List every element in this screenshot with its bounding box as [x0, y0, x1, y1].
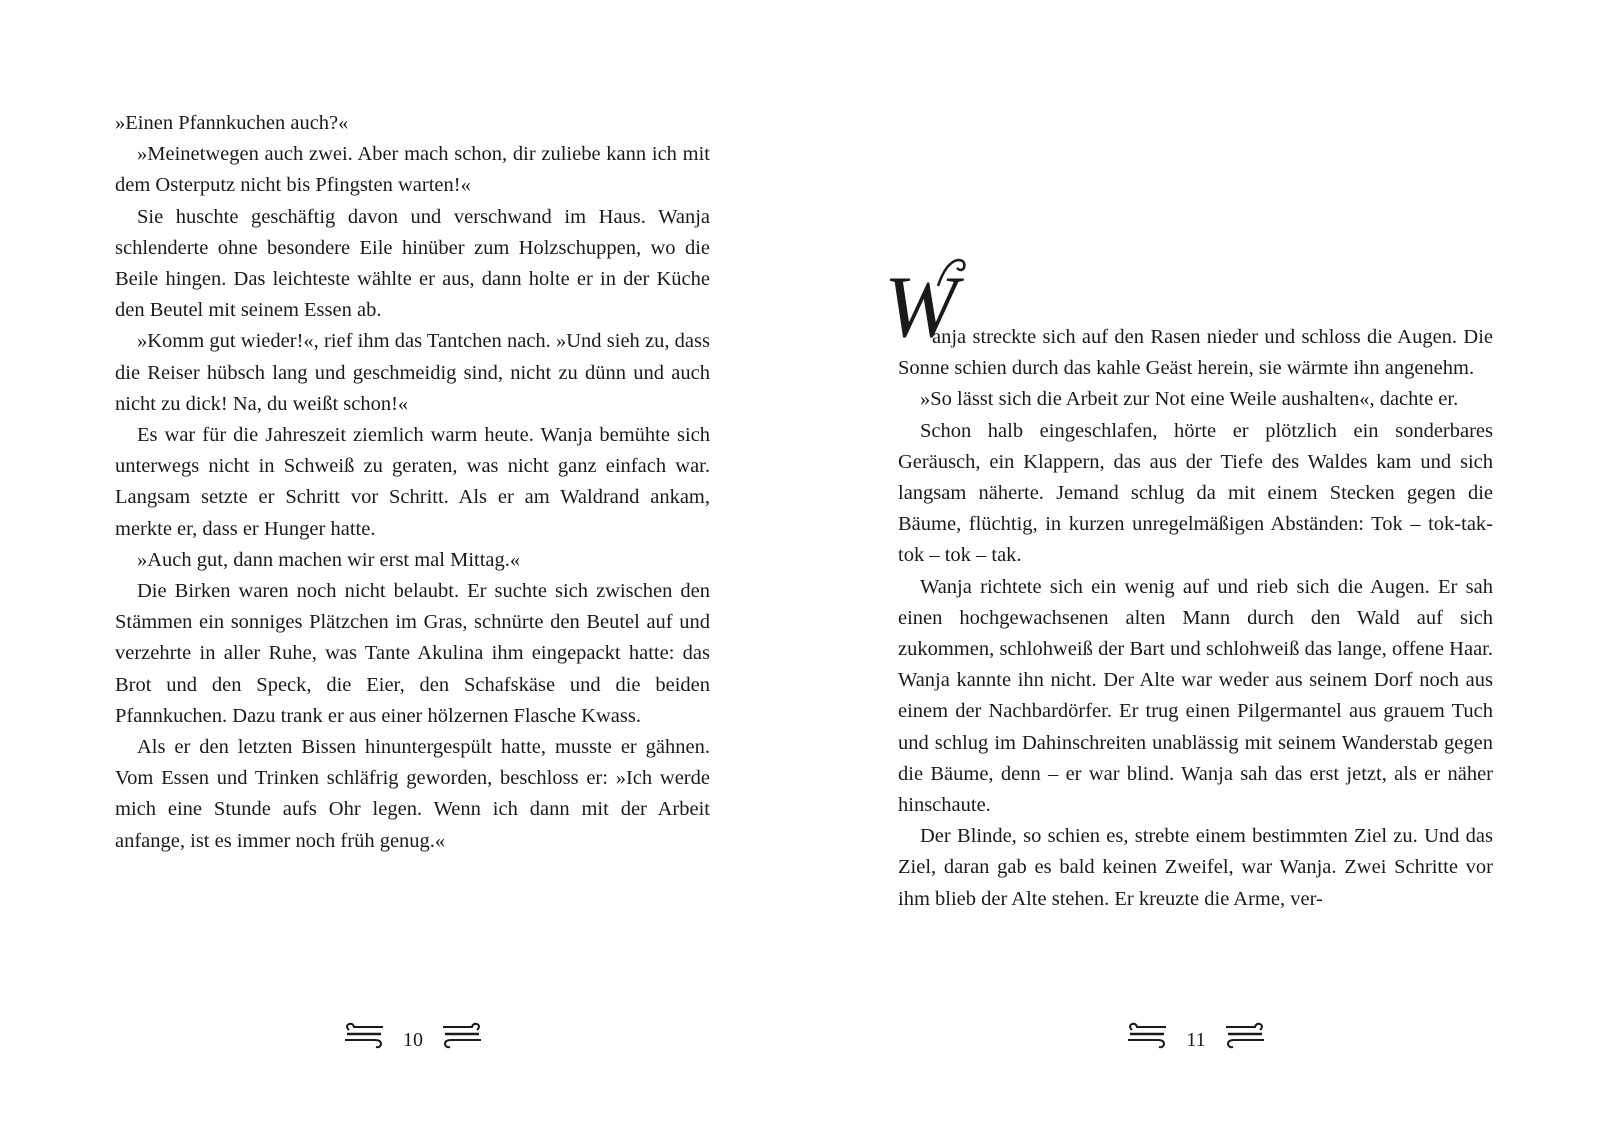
page-number-left — [343, 1020, 483, 1060]
paragraph: Es war für die Jahreszeit ziemlich warm heute. Wanja bemühte sich unterwegs nicht in Schweiß zu geraten, was nicht ganz einfach war. Langsam setzte er Schritt vor Schritt. Als er am Waldrand ankam, merkte er, dass er Hunger hatte. — [115, 424, 710, 540]
folio-ornament-icon — [441, 1020, 483, 1050]
folio-ornament-icon — [1224, 1020, 1266, 1050]
paragraph: »Einen Pfannkuchen auch?« — [115, 112, 349, 134]
paragraph: Als er den letzten Bissen hinuntergespült hatte, musste er gähnen. Vom Essen und Trinken schläfrig geworden, beschloss er: »Ich werde mich eine Stunde aufs Ohr legen. Wenn ich dann mit der Arbeit anfange, ist es immer noch früh genug.« — [115, 736, 710, 852]
left-page-text — [115, 108, 710, 857]
paragraph: Der Blinde, so schien es, strebte einem bestimmten Ziel zu. Und das Ziel, daran gab es bald keinen Zweifel, war Wanja. Zwei Schritte vor ihm blieb der Alte stehen. Er kreuzte die Arme, ver- — [898, 825, 1493, 910]
page-number: 11 — [1186, 1029, 1206, 1051]
drop-cap-flourish-icon — [934, 252, 974, 292]
page-number: 10 — [403, 1029, 423, 1051]
right-page-text — [898, 322, 1493, 915]
paragraph: »Komm gut wieder!«, rief ihm das Tantchen nach. »Und sieh zu, dass die Reiser hübsch lang und geschmeidig sind, nicht zu dünn und auch nicht zu dick! Na, du weißt schon!« — [115, 330, 710, 415]
paragraph — [898, 322, 1493, 384]
paragraph: Sie huschte geschäftig davon und verschwand im Haus. Wanja schlenderte ohne besondere Eile hinüber zum Holzschuppen, wo die Beile hingen. Das leichteste wählte er aus, dann holte er in der Küche den Beutel mit seinem Essen ab. — [115, 205, 710, 322]
drop-cap-letter: W — [884, 259, 954, 356]
paragraph: Die Birken waren noch nicht belaubt. Er suchte sich zwischen den Stämmen ein sonniges Plätzchen im Gras, schnürte den Beutel auf und verzehrte in aller Ruhe, was Tante Akulina ihm eingepackt hatte: das Brot und den Speck, die Eier, den Schafskäse und die beiden Pfannkuchen. Dazu trank er aus einer hölzernen Flasche Kwass. — [115, 580, 710, 727]
paragraph: »Auch gut, dann machen wir erst mal Mittag.« — [137, 548, 521, 571]
paragraph: Schon halb eingeschlafen, hörte er plötzlich ein sonderbares Geräusch, ein Klappern, das aus der Tiefe des Waldes kam und sich langsam näherte. Jemand schlug da mit einem Stecken gegen die Bäume, flüchtig, in kurzen unregelmäßigen Abständen: Tok – tok-tak-tok – tok – tak. — [898, 419, 1493, 567]
paragraph: »So lässt sich die Arbeit zur Not eine Weile aushalten«, dachte er. — [920, 388, 1459, 411]
first-paragraph-text: anja streckte sich auf den Rasen nieder und schloss die Augen. Die Sonne schien durch das kahle Geäst herein, sie wärmte ihn angenehm. — [898, 326, 1493, 380]
paragraph: »Meinetwegen auch zwei. Aber mach schon, dir zuliebe kann ich mit dem Osterputz nicht bis Pfingsten warten!« — [115, 143, 710, 197]
paragraph: Wanja richtete sich ein wenig auf und rieb sich die Augen. Er sah einen hochgewachsenen alten Mann durch den Wald auf sich zukommen, schlohweiß der Bart und schlohweiß das lange, offene Haar. Wanja kannte ihn nicht. Der Alte war weder aus seinem Dorf noch aus einem der Nachbardörfer. Er trug einen Pilgermantel aus grauem Tuch und schlug im Dahinschreiten unablässig mit seinem Wanderstab gegen die Bäume, denn – er war blind. Wanja sah das erst jetzt, als er näher hinschaute. — [898, 575, 1493, 817]
page-number-right — [1126, 1020, 1266, 1060]
